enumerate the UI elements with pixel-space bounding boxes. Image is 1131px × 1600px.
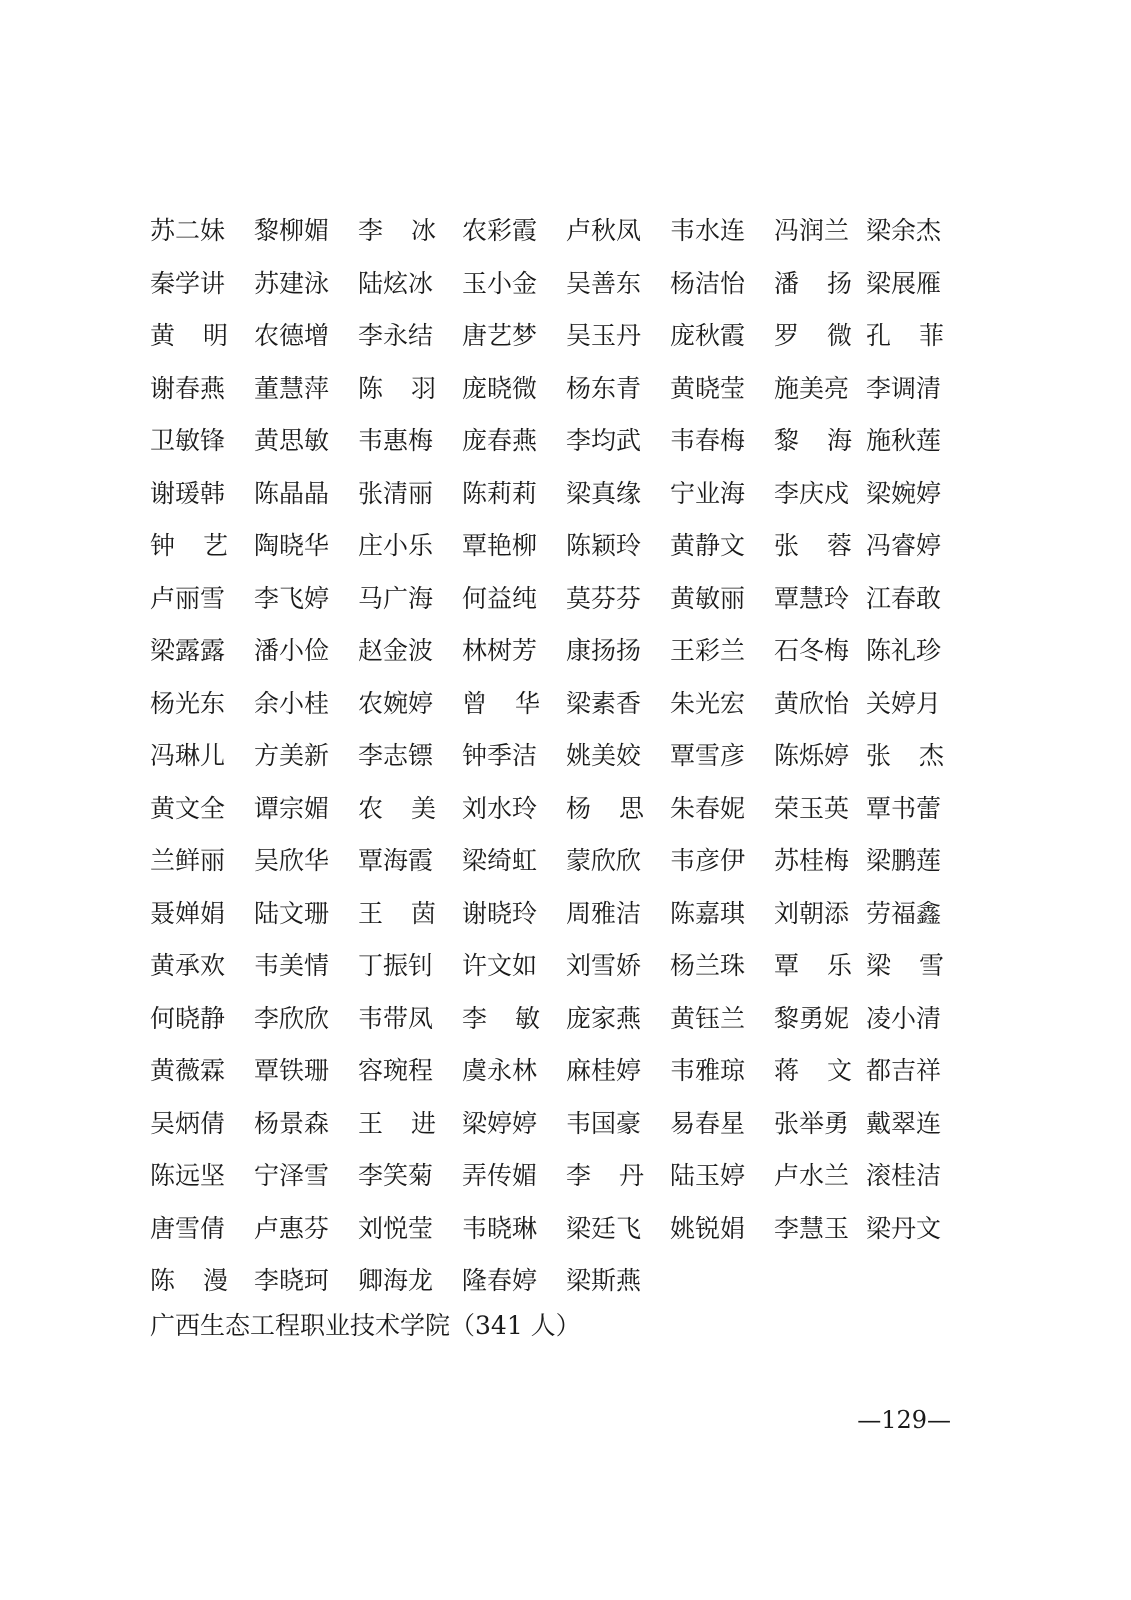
name-entry: 王 进 bbox=[358, 1108, 436, 1138]
name-entry: 玉小金 bbox=[462, 268, 538, 298]
name-entry: 姚锐娟 bbox=[670, 1213, 746, 1243]
name-entry: 孔 菲 bbox=[866, 321, 944, 350]
name-entry: 李均武 bbox=[566, 426, 642, 455]
name-entry: 梁斯燕 bbox=[566, 1266, 642, 1295]
name-entry: 李 冰 bbox=[358, 216, 436, 245]
name-entry: 林树芳 bbox=[462, 636, 538, 665]
name-entry: 滚桂洁 bbox=[866, 1161, 942, 1190]
name-row bbox=[150, 888, 950, 941]
name-entry: 黄 明 bbox=[150, 321, 228, 350]
name-entry: 陈礼珍 bbox=[866, 636, 942, 665]
name-row bbox=[150, 783, 950, 836]
name-entry: 陆玉婷 bbox=[670, 1161, 746, 1190]
name-entry: 刘朝添 bbox=[774, 898, 850, 928]
name-entry: 杨 思 bbox=[566, 793, 644, 823]
name-entry: 凌小清 bbox=[866, 1003, 942, 1033]
name-entry: 刘悦莹 bbox=[358, 1213, 434, 1243]
name-entry: 黎勇妮 bbox=[774, 1003, 850, 1033]
name-entry: 张 蓉 bbox=[774, 531, 852, 560]
name-entry: 苏建泳 bbox=[254, 268, 330, 298]
name-entry: 李 丹 bbox=[566, 1161, 644, 1190]
name-entry: 陶晓华 bbox=[254, 531, 330, 560]
name-entry: 李永结 bbox=[358, 321, 434, 350]
name-entry: 覃书蕾 bbox=[866, 793, 942, 823]
name-entry: 韦春梅 bbox=[670, 426, 746, 455]
name-entry: 李慧玉 bbox=[774, 1213, 850, 1243]
name-entry: 梁绮虹 bbox=[462, 846, 538, 875]
name-row bbox=[150, 1150, 950, 1203]
name-entry: 李欣欣 bbox=[254, 1003, 330, 1033]
name-entry: 杨兰珠 bbox=[670, 951, 746, 980]
name-entry: 易春星 bbox=[670, 1108, 746, 1138]
name-entry: 赵金波 bbox=[358, 636, 434, 665]
name-entry: 陆炫冰 bbox=[358, 268, 434, 298]
name-entry: 唐雪倩 bbox=[150, 1213, 226, 1243]
name-entry: 陈晶晶 bbox=[254, 478, 330, 508]
name-entry: 秦学讲 bbox=[150, 268, 226, 298]
name-row bbox=[150, 678, 950, 731]
name-entry: 杨景森 bbox=[254, 1108, 330, 1138]
name-entry: 陈远坚 bbox=[150, 1161, 226, 1190]
name-entry: 黄文全 bbox=[150, 793, 226, 823]
name-entry: 丁振钊 bbox=[358, 951, 434, 980]
name-row bbox=[150, 363, 950, 416]
name-entry: 施美亮 bbox=[774, 373, 850, 403]
name-entry: 梁婉婷 bbox=[866, 478, 942, 508]
name-entry: 韦带凤 bbox=[358, 1003, 434, 1033]
name-entry: 杨光东 bbox=[150, 688, 226, 718]
name-entry: 黄承欢 bbox=[150, 951, 226, 980]
name-entry: 庞春燕 bbox=[462, 426, 538, 455]
name-entry: 康扬扬 bbox=[566, 636, 642, 665]
name-entry: 莫芬芬 bbox=[566, 583, 642, 613]
name-entry: 覃海霞 bbox=[358, 846, 434, 875]
name-entry: 梁真缘 bbox=[566, 478, 642, 508]
name-entry: 刘雪娇 bbox=[566, 951, 642, 980]
name-row bbox=[150, 573, 950, 626]
name-entry: 卢惠芬 bbox=[254, 1213, 330, 1243]
name-entry: 覃艳柳 bbox=[462, 531, 538, 560]
name-entry: 周雅洁 bbox=[566, 898, 642, 928]
name-entry: 马广海 bbox=[358, 583, 434, 613]
name-entry: 杨洁怡 bbox=[670, 268, 746, 298]
name-entry: 吴炳倩 bbox=[150, 1108, 226, 1138]
name-entry: 董慧萍 bbox=[254, 373, 330, 403]
name-entry: 庞晓微 bbox=[462, 373, 538, 403]
name-entry: 韦水连 bbox=[670, 216, 746, 245]
name-entry: 潘小俭 bbox=[254, 636, 330, 665]
name-entry: 弄传媚 bbox=[462, 1161, 538, 1190]
name-entry: 宁业海 bbox=[670, 478, 746, 508]
name-entry: 黄思敏 bbox=[254, 426, 330, 455]
name-row bbox=[150, 258, 950, 311]
name-entry: 曾 华 bbox=[462, 688, 540, 718]
name-entry: 梁廷飞 bbox=[566, 1213, 642, 1243]
name-entry: 农 美 bbox=[358, 793, 436, 823]
name-entry: 蒋 文 bbox=[774, 1056, 852, 1085]
name-entry: 陈嘉琪 bbox=[670, 898, 746, 928]
name-entry: 卢秋凤 bbox=[566, 216, 642, 245]
name-entry: 唐艺梦 bbox=[462, 321, 538, 350]
name-row bbox=[150, 205, 950, 258]
name-entry: 关婷月 bbox=[866, 688, 942, 718]
name-entry: 卢水兰 bbox=[774, 1161, 850, 1190]
name-entry: 谭宗媚 bbox=[254, 793, 330, 823]
name-entry: 农德增 bbox=[254, 321, 330, 350]
name-entry: 江春敢 bbox=[866, 583, 942, 613]
name-row bbox=[150, 1203, 950, 1256]
name-entry: 梁露露 bbox=[150, 636, 226, 665]
name-entry: 朱光宏 bbox=[670, 688, 746, 718]
name-entry: 石冬梅 bbox=[774, 636, 850, 665]
name-entry: 许文如 bbox=[462, 951, 538, 980]
name-row bbox=[150, 1045, 950, 1098]
name-entry: 覃雪彦 bbox=[670, 741, 746, 770]
name-entry: 冯睿婷 bbox=[866, 531, 942, 560]
name-entry: 韦彦伊 bbox=[670, 846, 746, 875]
name-entry: 韦晓琳 bbox=[462, 1213, 538, 1243]
name-entry: 苏二妹 bbox=[150, 216, 226, 245]
name-entry: 苏桂梅 bbox=[774, 846, 850, 875]
name-entry: 梁鹏莲 bbox=[866, 846, 942, 875]
name-row bbox=[150, 625, 950, 678]
name-entry: 李晓珂 bbox=[254, 1266, 330, 1295]
name-entry: 黄欣怡 bbox=[774, 688, 850, 718]
name-entry: 王彩兰 bbox=[670, 636, 746, 665]
name-entry: 韦国豪 bbox=[566, 1108, 642, 1138]
name-entry: 庄小乐 bbox=[358, 531, 434, 560]
name-entry: 钟 艺 bbox=[150, 531, 228, 560]
name-entry: 朱春妮 bbox=[670, 793, 746, 823]
name-entry: 宁泽雪 bbox=[254, 1161, 330, 1190]
name-entry: 王 茵 bbox=[358, 898, 436, 928]
name-entry: 陈 羽 bbox=[358, 373, 436, 403]
name-row bbox=[150, 993, 950, 1046]
name-entry: 梁展雁 bbox=[866, 268, 942, 298]
name-entry: 容琬程 bbox=[358, 1056, 434, 1085]
name-entry: 梁余杰 bbox=[866, 216, 942, 245]
name-entry: 李志镖 bbox=[358, 741, 434, 770]
name-row bbox=[150, 468, 950, 521]
name-entry: 卿海龙 bbox=[358, 1266, 434, 1295]
name-entry: 谢瑗韩 bbox=[150, 478, 226, 508]
page-number: —129— bbox=[857, 1406, 951, 1434]
name-entry: 陈莉莉 bbox=[462, 478, 538, 508]
section-heading: 广西生态工程职业技术学院（341 人） bbox=[150, 1311, 581, 1340]
name-entry: 庞秋霞 bbox=[670, 321, 746, 350]
name-row bbox=[150, 940, 950, 993]
name-entry: 虞永林 bbox=[462, 1056, 538, 1085]
name-entry: 张举勇 bbox=[774, 1108, 850, 1138]
name-entry: 姚美姣 bbox=[566, 741, 642, 770]
name-entry: 兰鲜丽 bbox=[150, 846, 226, 875]
name-entry: 都吉祥 bbox=[866, 1056, 942, 1085]
name-entry: 韦惠梅 bbox=[358, 426, 434, 455]
name-entry: 杨东青 bbox=[566, 373, 642, 403]
name-entry: 陈烁婷 bbox=[774, 741, 850, 770]
name-row bbox=[150, 310, 950, 363]
name-entry: 吴欣华 bbox=[254, 846, 330, 875]
name-entry: 隆春婷 bbox=[462, 1266, 538, 1295]
name-entry: 覃慧玲 bbox=[774, 583, 850, 613]
name-entry: 余小桂 bbox=[254, 688, 330, 718]
name-entry: 庞家燕 bbox=[566, 1003, 642, 1033]
name-entry: 农彩霞 bbox=[462, 216, 538, 245]
name-entry: 何益纯 bbox=[462, 583, 538, 613]
name-entry: 黎 海 bbox=[774, 426, 852, 455]
name-entry: 卫敏锋 bbox=[150, 426, 226, 455]
name-entry: 吴玉丹 bbox=[566, 321, 642, 350]
name-entry: 何晓静 bbox=[150, 1003, 226, 1033]
name-entry: 陈颖玲 bbox=[566, 531, 642, 560]
name-row bbox=[150, 520, 950, 573]
name-entry: 李笑菊 bbox=[358, 1161, 434, 1190]
name-row bbox=[150, 1098, 950, 1151]
name-entry: 刘水玲 bbox=[462, 793, 538, 823]
name-entry: 冯润兰 bbox=[774, 216, 850, 245]
name-entry: 谢春燕 bbox=[150, 373, 226, 403]
name-entry: 梁婷婷 bbox=[462, 1108, 538, 1138]
name-entry: 麻桂婷 bbox=[566, 1056, 642, 1085]
name-entry: 潘 扬 bbox=[774, 268, 852, 298]
name-entry: 农婉婷 bbox=[358, 688, 434, 718]
name-entry: 方美新 bbox=[254, 741, 330, 770]
name-entry: 卢丽雪 bbox=[150, 583, 226, 613]
name-entry: 戴翠连 bbox=[866, 1108, 942, 1138]
name-entry: 谢晓玲 bbox=[462, 898, 538, 928]
name-entry: 张清丽 bbox=[358, 478, 434, 508]
name-entry: 罗 微 bbox=[774, 321, 852, 350]
name-entry: 冯琳儿 bbox=[150, 741, 226, 770]
name-entry: 黄薇霖 bbox=[150, 1056, 226, 1085]
name-entry: 李调清 bbox=[866, 373, 942, 403]
name-entry: 张 杰 bbox=[866, 741, 944, 770]
name-entry: 蒙欣欣 bbox=[566, 846, 642, 875]
name-entry: 聂婵娟 bbox=[150, 898, 226, 928]
name-entry: 陆文珊 bbox=[254, 898, 330, 928]
name-entry: 黄晓莹 bbox=[670, 373, 746, 403]
name-entry: 钟季洁 bbox=[462, 741, 538, 770]
name-row bbox=[150, 835, 950, 888]
name-entry: 荣玉英 bbox=[774, 793, 850, 823]
name-entry: 李飞婷 bbox=[254, 583, 330, 613]
name-entry: 韦美情 bbox=[254, 951, 330, 980]
name-entry: 吴善东 bbox=[566, 268, 642, 298]
name-list bbox=[150, 205, 950, 1308]
name-entry: 陈 漫 bbox=[150, 1266, 228, 1295]
name-entry: 梁素香 bbox=[566, 688, 642, 718]
name-row bbox=[150, 730, 950, 783]
name-entry: 黄静文 bbox=[670, 531, 746, 560]
name-entry: 黄钰兰 bbox=[670, 1003, 746, 1033]
name-entry: 覃铁珊 bbox=[254, 1056, 330, 1085]
name-row bbox=[150, 415, 950, 468]
name-entry: 韦雅琼 bbox=[670, 1056, 746, 1085]
name-entry: 梁丹文 bbox=[866, 1213, 942, 1243]
name-entry: 劳福鑫 bbox=[866, 898, 942, 928]
name-entry: 黎柳媚 bbox=[254, 216, 330, 245]
name-entry: 覃 乐 bbox=[774, 951, 852, 980]
name-entry: 李庆戍 bbox=[774, 478, 850, 508]
name-entry: 施秋莲 bbox=[866, 426, 942, 455]
name-entry: 李 敏 bbox=[462, 1003, 540, 1033]
name-entry: 梁 雪 bbox=[866, 951, 944, 980]
name-entry: 黄敏丽 bbox=[670, 583, 746, 613]
